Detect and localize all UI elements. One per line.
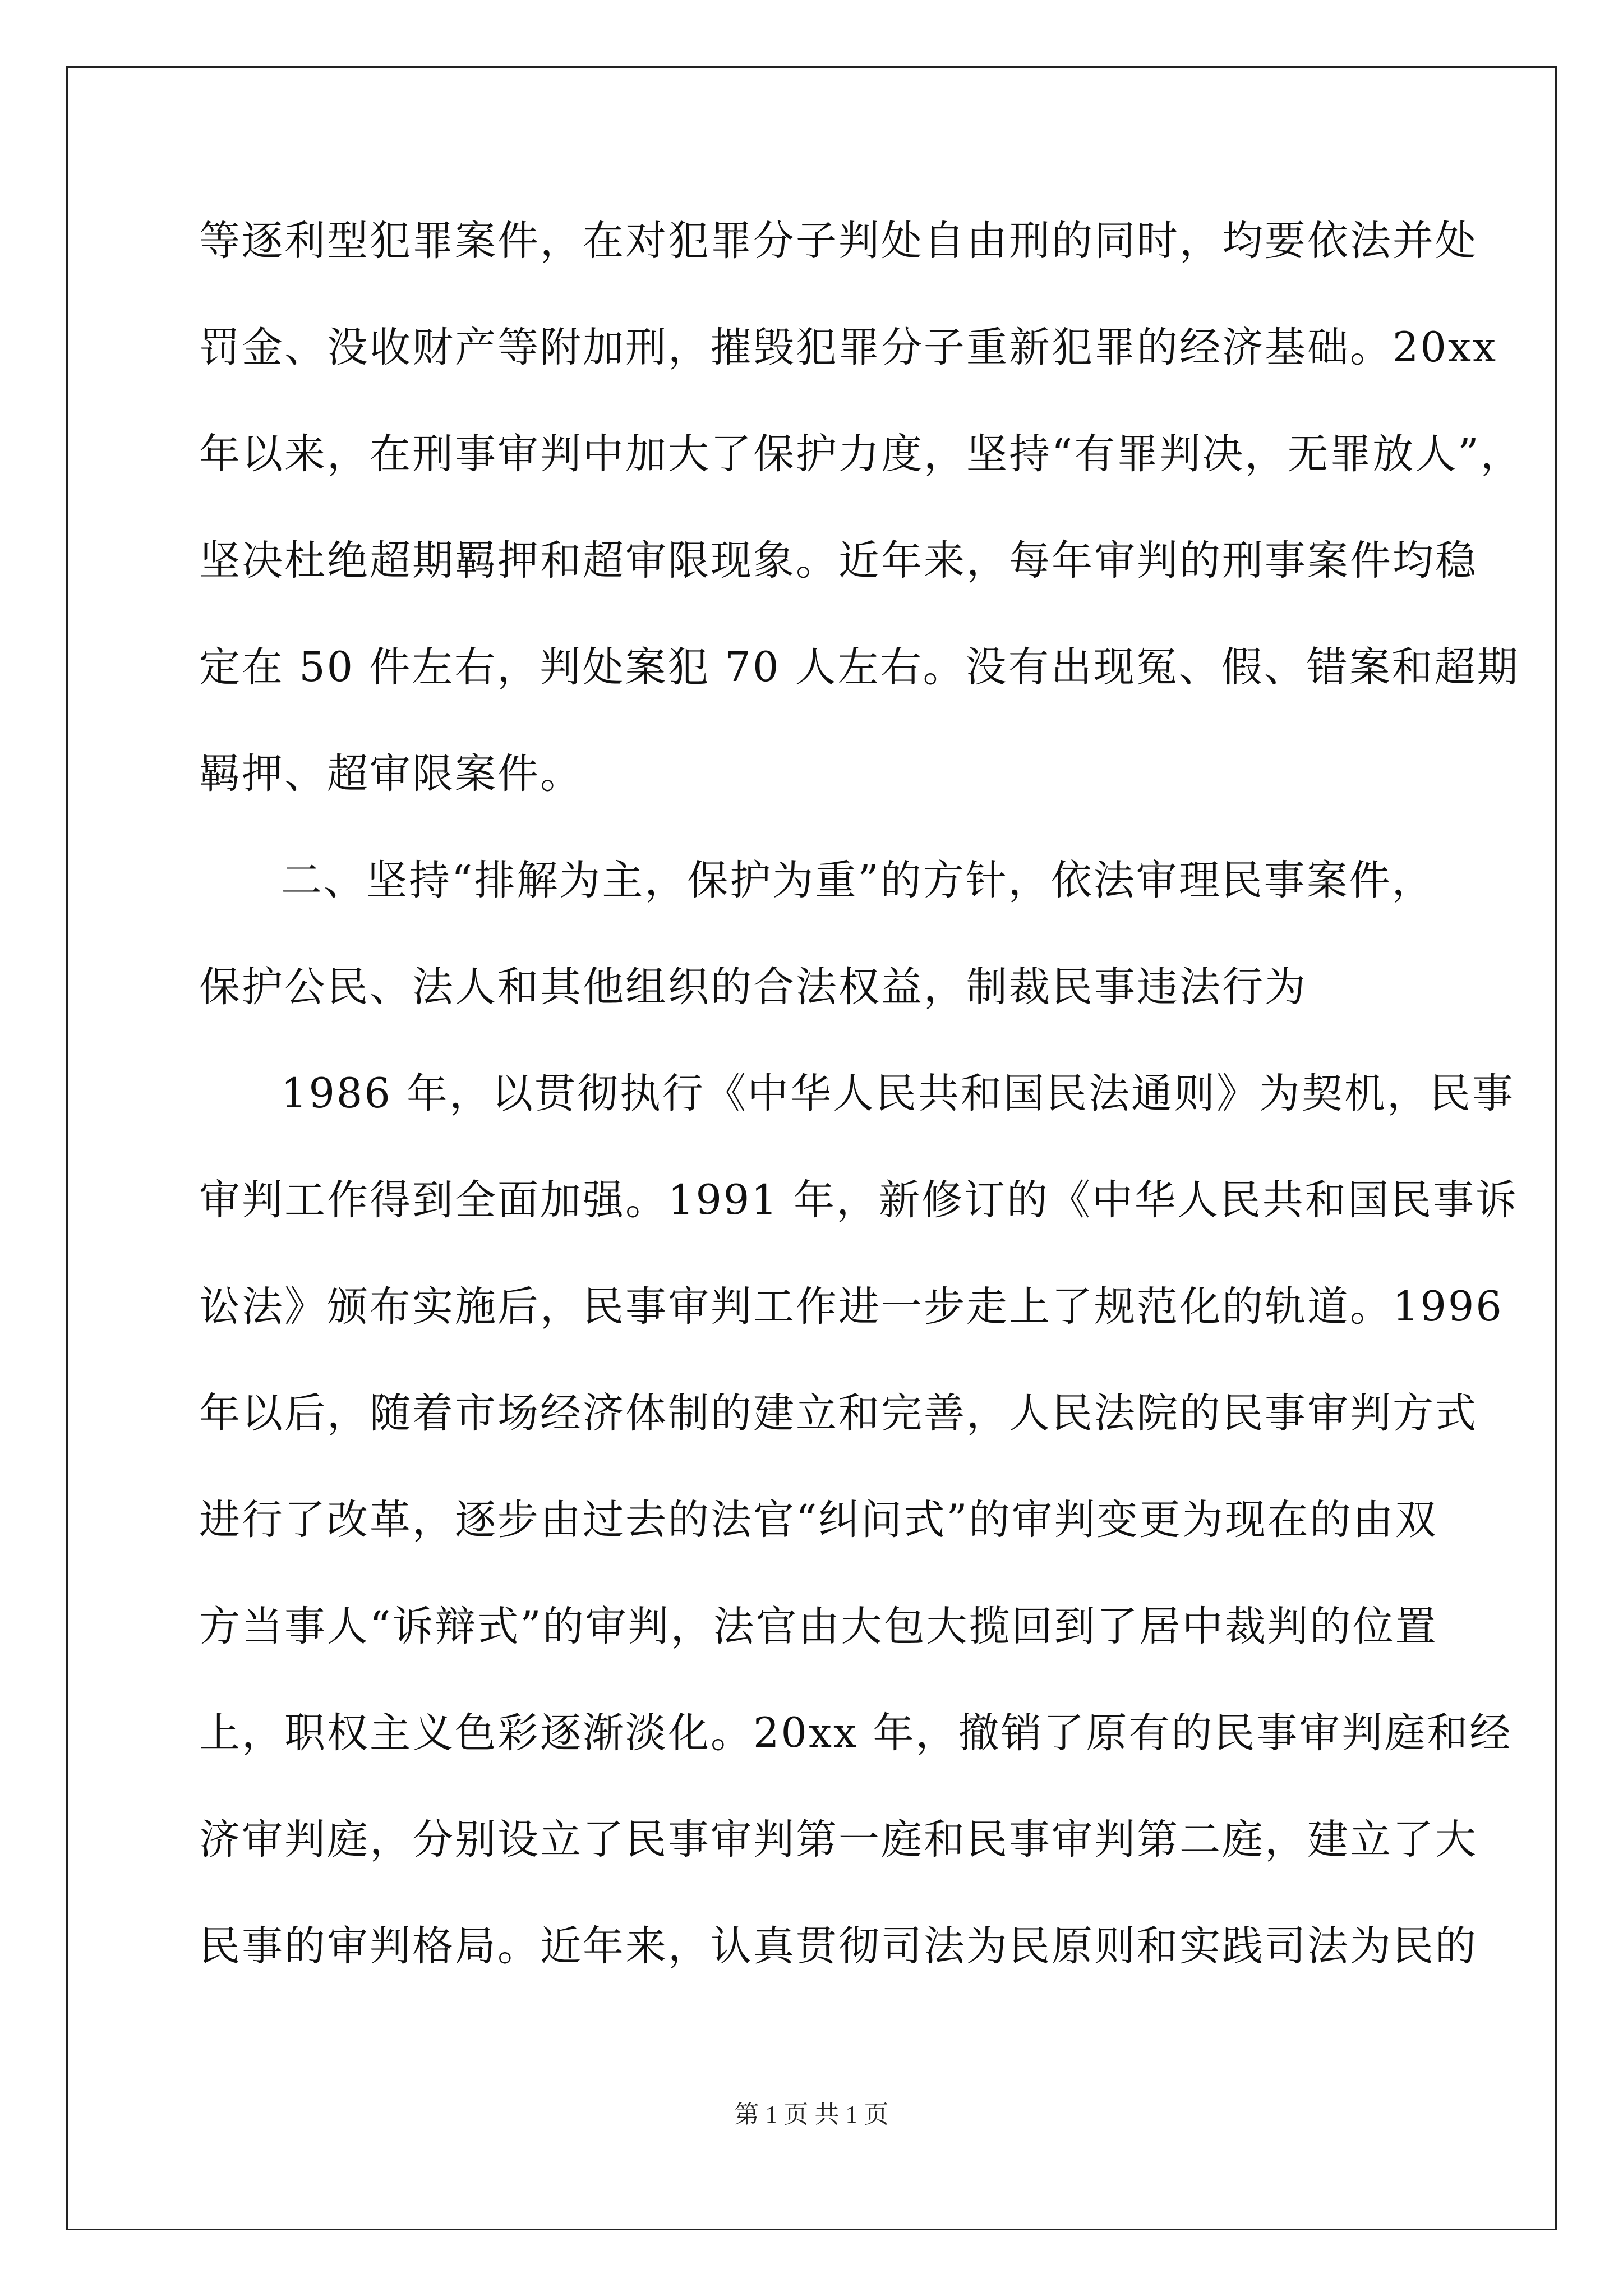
paragraph-first-line: 1986 年，以贯彻执行《中华人民共和国民法通则》为契机，民事 (281, 1070, 1515, 1117)
text-line: 方当事人“诉辩式”的审判，法官由大包大揽回到了居中裁判的位置 (199, 1603, 1438, 1650)
text-line: 民事的审判格局。近年来，认真贯彻司法为民原则和实践司法为民的 (199, 1922, 1478, 1970)
text-line: 济审判庭，分别设立了民事审判第一庭和民事审判第二庭，建立了大 (199, 1816, 1478, 1864)
text-line: 年以后，随着市场经济体制的建立和完善，人民法院的民事审判方式 (199, 1389, 1478, 1437)
text-line: 坚决杜绝超期羁押和超审限现象。近年来，每年审判的刑事案件均稳 (199, 537, 1478, 585)
text-line: 羁押、超审限案件。 (199, 750, 583, 798)
text-line: 上，职权主义色彩逐渐淡化。20xx 年，撤销了原有的民事审判庭和经 (199, 1709, 1513, 1757)
section-heading-continued: 保护公民、法人和其他组织的合法权益，制裁民事违法行为 (199, 963, 1307, 1011)
text-line: 进行了改革，逐步由过去的法官“纠问式”的审判变更为现在的由双 (199, 1496, 1438, 1544)
text-line: 罚金、没收财产等附加刑，摧毁犯罪分子重新犯罪的经济基础。20xx (199, 324, 1498, 371)
text-line: 讼法》颁布实施后，民事审判工作进一步走上了规范化的轨道。1996 (199, 1283, 1504, 1331)
text-line: 定在 50 件左右，判处案犯 70 人左右。没有出现冤、假、错案和超期 (199, 643, 1520, 691)
text-line: 审判工作得到全面加强。1991 年，新修订的《中华人民共和国民事诉 (199, 1176, 1518, 1224)
text-line: 年以来，在刑事审判中加大了保护力度，坚持“有罪判决，无罪放人”， (199, 430, 1523, 478)
text-line: 等逐利型犯罪案件，在对犯罪分子判处自由刑的同时，均要依法并处 (199, 217, 1478, 265)
section-heading: 二、坚持“排解为主，保护为重”的方针，依法审理民事案件， (281, 857, 1435, 904)
page-border (66, 66, 1557, 2230)
page-number-footer: 第 1 页 共 1 页 (734, 2101, 889, 2128)
